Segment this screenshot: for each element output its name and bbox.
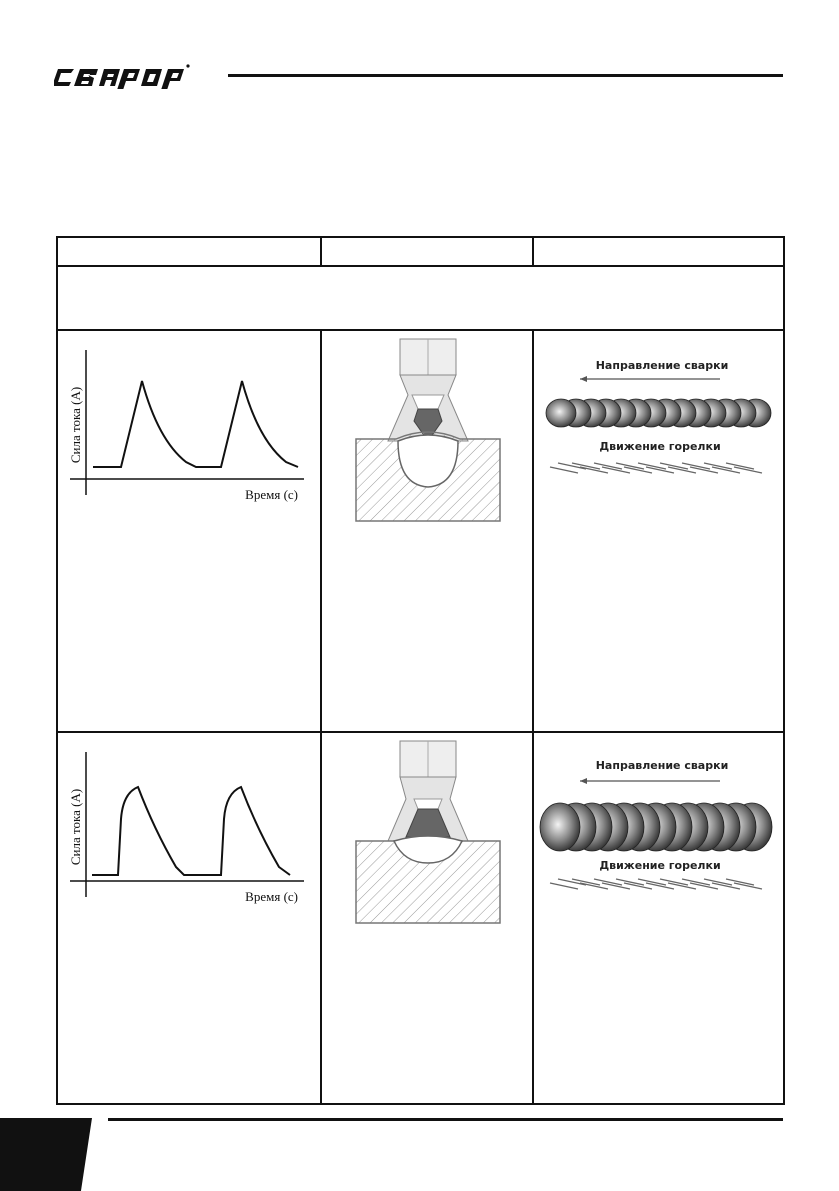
- table-row: [57, 732, 784, 1104]
- x-axis-label: Время (с): [245, 889, 298, 904]
- table-header-row: [57, 237, 784, 266]
- weld-bead-discs: [540, 803, 772, 851]
- span-row-cell: [57, 266, 784, 330]
- pulse-curve: [93, 381, 298, 467]
- diagram-cell: [321, 330, 533, 732]
- bead-cell: [533, 330, 784, 732]
- footer-rule: [108, 1118, 783, 1121]
- torch-movement-label: Движение горелки: [599, 440, 721, 453]
- current-time-graph: [66, 747, 306, 912]
- torch-movement-zigzag: [550, 463, 762, 473]
- y-axis-label: Сила тока (А): [68, 386, 83, 464]
- pulse-modes-table: [56, 236, 785, 1105]
- bead-cell: [533, 732, 784, 1104]
- torch-movement-zigzag: [550, 879, 762, 889]
- column-header: [321, 237, 533, 266]
- weld-bead-illustration: [538, 359, 778, 489]
- torch-cross-section: [352, 335, 502, 531]
- column-header: [533, 237, 784, 266]
- page-number-tab: [0, 1118, 92, 1191]
- weld-bead-illustration: [538, 761, 778, 911]
- weld-direction-label: Направление сварки: [595, 761, 729, 772]
- graph-cell: [57, 330, 321, 732]
- current-time-graph: [66, 345, 306, 510]
- diagram-cell: [321, 732, 533, 1104]
- pulse-curve: [92, 787, 290, 875]
- column-header: [57, 237, 321, 266]
- graph-cell: [57, 732, 321, 1104]
- weld-direction-label: Направление сварки: [595, 359, 729, 372]
- table-span-row: [57, 266, 784, 330]
- y-axis-label: Сила тока (А): [68, 788, 83, 866]
- torch-cross-section: [352, 737, 502, 933]
- svarog-logo: [54, 55, 214, 89]
- weld-bead-discs: [546, 399, 771, 427]
- x-axis-label: Время (с): [245, 487, 298, 502]
- header-rule: [228, 74, 783, 77]
- torch-movement-label: Движение горелки: [599, 859, 721, 872]
- table-row: [57, 330, 784, 732]
